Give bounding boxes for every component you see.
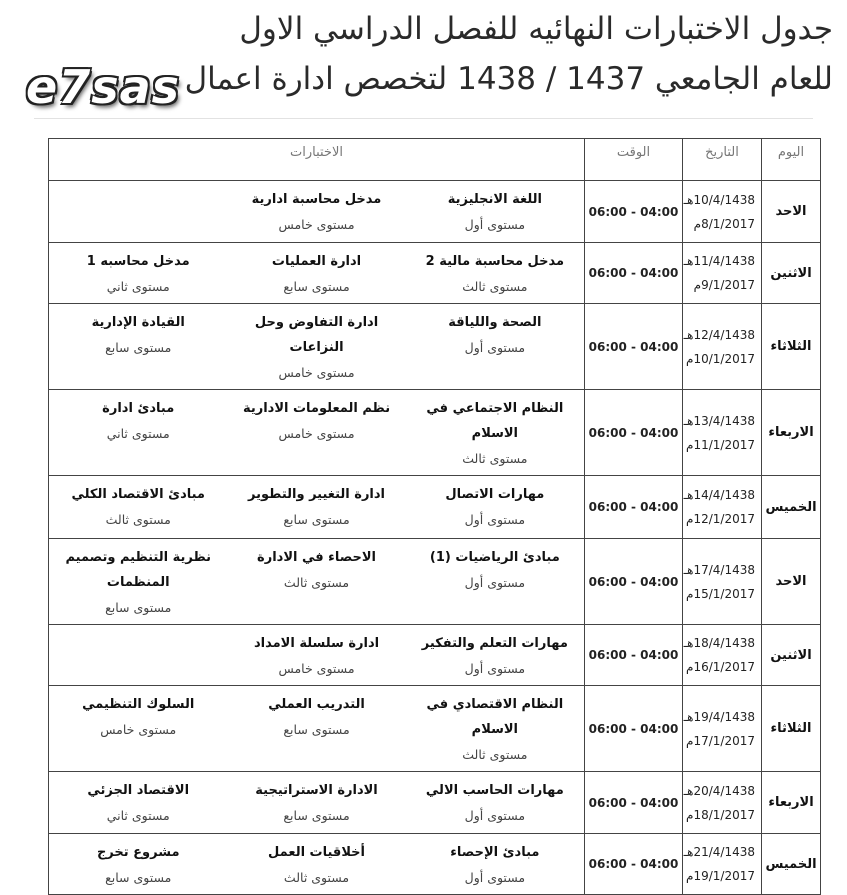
exam-name: مبادئ الاقتصاد الكلي: [71, 487, 205, 502]
exam-item: [227, 692, 405, 767]
exams-cell: [49, 834, 585, 895]
exam-name: ادارة سلسلة الامداد: [253, 636, 380, 651]
exam-item: [406, 187, 584, 237]
date-cell: [683, 476, 762, 539]
exams-group: [49, 243, 584, 303]
exam-name: النظام الاقتصادي في الاسلام: [426, 697, 564, 737]
day-cell: الاحد: [762, 539, 821, 625]
table-header-row: [49, 139, 821, 181]
day-cell: الاحد: [762, 181, 821, 243]
time-cell: 06:00 - 04:00: [585, 476, 683, 539]
date-cell: [683, 834, 762, 895]
hijri-date: 17/4/1438هـ: [683, 562, 755, 577]
title-line-1: جدول الاختبارات النهائيه للفصل الدراسي الاول: [239, 11, 833, 47]
day-cell: الاربعاء: [762, 772, 821, 834]
date-cell: [683, 390, 762, 476]
table-row: [49, 539, 821, 625]
exam-item: [406, 840, 584, 890]
gregorian-date: 18/1/2017م: [686, 807, 755, 822]
exam-level: مستوى ثالث: [283, 575, 350, 590]
exams-group: [49, 772, 584, 832]
exam-name: القيادة الإدارية: [91, 315, 185, 330]
exam-level: مستوى أول: [464, 217, 526, 232]
exam-level: مستوى خامس: [278, 661, 355, 676]
exam-level: مستوى ثالث: [462, 279, 528, 294]
exam-item: [49, 482, 227, 532]
hijri-date: 19/4/1438هـ: [683, 709, 755, 724]
day-cell: الثلاثاء: [762, 304, 821, 390]
table-row: [49, 686, 821, 772]
table-row: [49, 243, 821, 304]
date-cell: [683, 243, 762, 304]
exam-name: مهارات التعلم والتفكير: [421, 636, 568, 651]
exam-name: النظام الاجتماعي في الاسلام: [426, 401, 564, 441]
exams-group: [49, 390, 584, 475]
gregorian-date: 9/1/2017م: [693, 278, 755, 292]
exam-name: السلوك التنظيمي: [82, 697, 195, 712]
gregorian-date: 16/1/2017م: [686, 660, 755, 674]
exam-item: [227, 249, 405, 299]
time-cell: 06:00 - 04:00: [585, 390, 683, 476]
exams-group: [49, 476, 584, 536]
time-cell: 06:00 - 04:00: [585, 539, 683, 625]
exams-group: [49, 539, 584, 624]
gregorian-date: 10/1/2017م: [686, 351, 755, 366]
gregorian-date: 8/1/2017م: [693, 216, 755, 231]
exam-level: مستوى ثاني: [106, 279, 170, 294]
exam-item: [227, 482, 405, 532]
exam-level: مستوى سابع: [283, 808, 350, 823]
header-date: التاريخ: [683, 139, 762, 181]
exams-group: [49, 686, 584, 771]
time-cell: 06:00 - 04:00: [585, 686, 683, 772]
time-cell: 06:00 - 04:00: [585, 625, 683, 686]
exam-item: [227, 545, 405, 620]
exam-item: [406, 545, 584, 620]
date-cell: [683, 686, 762, 772]
exam-item: [227, 310, 405, 385]
exams-cell: [49, 686, 585, 772]
exam-name: نظم المعلومات الادارية: [242, 401, 391, 416]
hijri-date: 13/4/1438هـ: [683, 413, 755, 428]
exam-name: ادارة التفاوض وحل النزاعات: [254, 315, 379, 355]
header-day: اليوم: [762, 139, 821, 181]
date-cell: [683, 772, 762, 834]
exams-group: [49, 181, 584, 241]
exam-level: مستوى أول: [464, 340, 526, 355]
header-exams: الاختبارات: [49, 139, 585, 181]
exam-item: [406, 631, 584, 681]
exam-name: مهارات الاتصال: [445, 487, 545, 502]
day-cell: الاثنين: [762, 625, 821, 686]
hijri-date: 12/4/1438هـ: [683, 327, 755, 342]
exams-cell: [49, 625, 585, 686]
table-row: [49, 390, 821, 476]
day-cell: الاثنين: [762, 243, 821, 304]
exam-level: مستوى سابع: [283, 722, 350, 737]
exam-item: [406, 249, 584, 299]
exam-item: [49, 631, 227, 681]
exam-name: التدريب العملي: [268, 697, 365, 712]
hijri-date: 11/4/1438هـ: [683, 254, 755, 268]
date-cell: [683, 539, 762, 625]
exam-name: مهارات الحاسب الالي: [425, 783, 564, 798]
day-cell: الاربعاء: [762, 390, 821, 476]
gregorian-date: 11/1/2017م: [686, 437, 755, 452]
day-cell: الخميس: [762, 834, 821, 895]
exams-cell: [49, 181, 585, 243]
exams-group: [49, 304, 584, 389]
exam-level: مستوى أول: [464, 512, 526, 527]
day-cell: الثلاثاء: [762, 686, 821, 772]
exams-cell: [49, 772, 585, 834]
exam-item: [49, 396, 227, 471]
exam-name: ادارة العمليات: [271, 254, 362, 269]
exam-name: اللغة الانجليزية: [447, 192, 542, 207]
exam-level: مستوى سابع: [105, 870, 172, 885]
exam-name: مبادئ الإحصاء: [450, 845, 540, 860]
exam-level: مستوى أول: [464, 808, 526, 823]
exam-item: [49, 778, 227, 828]
exam-item: [406, 692, 584, 767]
exam-name: ادارة التغيير والتطوير: [248, 487, 386, 502]
exam-item: [227, 778, 405, 828]
exam-level: مستوى أول: [464, 575, 526, 590]
exam-item: [49, 840, 227, 890]
exam-schedule-table: [48, 138, 821, 895]
exam-item: [49, 310, 227, 385]
exam-level: مستوى أول: [464, 661, 526, 676]
time-cell: 06:00 - 04:00: [585, 304, 683, 390]
exam-name: مدخل محاسبة ادارية: [251, 192, 382, 207]
exams-cell: [49, 304, 585, 390]
date-cell: [683, 625, 762, 686]
exam-item: [49, 545, 227, 620]
hijri-date: 18/4/1438هـ: [683, 636, 755, 650]
exams-cell: [49, 476, 585, 539]
exam-name: الادارة الاستراتيجية: [255, 783, 378, 798]
site-logo: e7sas: [26, 60, 181, 114]
table-row: [49, 772, 821, 834]
exam-level: مستوى سابع: [105, 340, 172, 355]
exam-level: مستوى خامس: [278, 426, 355, 441]
exam-level: مستوى ثالث: [462, 451, 528, 466]
exam-level: مستوى ثالث: [462, 747, 528, 762]
hijri-date: 10/4/1438هـ: [683, 192, 755, 207]
exam-name: الاحصاء في الادارة: [257, 550, 377, 565]
exams-group: [49, 625, 584, 685]
exam-item: [227, 631, 405, 681]
table-row: [49, 181, 821, 243]
exam-level: مستوى ثاني: [106, 426, 170, 441]
title-line-2: للعام الجامعي 1437 / 1438 لتخصص ادارة اعمال: [184, 61, 833, 97]
exam-name: مدخل محاسبه 1: [86, 254, 190, 269]
exam-item: [227, 187, 405, 237]
gregorian-date: 19/1/2017م: [686, 869, 755, 883]
title-divider: [34, 118, 813, 119]
exam-item: [49, 187, 227, 237]
exam-item: [227, 840, 405, 890]
page-title: [184, 4, 833, 104]
exam-name: مشروع تخرج: [96, 845, 180, 860]
table-row: [49, 476, 821, 539]
exams-cell: [49, 243, 585, 304]
exam-level: مستوى خامس: [100, 722, 177, 737]
exam-item: [406, 396, 584, 471]
exam-name: الصحة واللياقة: [448, 315, 542, 330]
exam-level: مستوى سابع: [283, 512, 350, 527]
exam-name: نظرية التنظيم وتصميم المنظمات: [65, 550, 211, 590]
table-row: [49, 625, 821, 686]
exams-cell: [49, 539, 585, 625]
exam-level: مستوى خامس: [278, 365, 355, 380]
hijri-date: 20/4/1438هـ: [683, 783, 755, 798]
exam-item: [406, 482, 584, 532]
exam-level: مستوى خامس: [278, 217, 355, 232]
exam-level: مستوى سابع: [283, 279, 350, 294]
time-cell: 06:00 - 04:00: [585, 243, 683, 304]
date-cell: [683, 304, 762, 390]
exam-level: مستوى سابع: [105, 600, 172, 615]
time-cell: 06:00 - 04:00: [585, 772, 683, 834]
time-cell: 06:00 - 04:00: [585, 834, 683, 895]
exam-item: [49, 249, 227, 299]
date-cell: [683, 181, 762, 243]
exam-level: مستوى أول: [464, 870, 526, 885]
table-row: [49, 834, 821, 895]
exam-name: مبادئ الرياضيات (1): [429, 550, 560, 565]
exam-level: مستوى ثاني: [106, 808, 170, 823]
day-cell: الخميس: [762, 476, 821, 539]
header-time: الوقت: [585, 139, 683, 181]
gregorian-date: 12/1/2017م: [686, 512, 755, 526]
exam-item: [406, 310, 584, 385]
exam-name: الاقتصاد الجزئي: [87, 783, 190, 798]
exam-item: [406, 778, 584, 828]
exam-name: مدخل محاسبة مالية 2: [425, 254, 565, 269]
exam-name: مبادئ ادارة: [102, 401, 175, 416]
exam-level: مستوى ثالث: [283, 870, 350, 885]
gregorian-date: 15/1/2017م: [686, 586, 755, 601]
exams-cell: [49, 390, 585, 476]
exam-item: [49, 692, 227, 767]
hijri-date: 21/4/1438هـ: [683, 845, 755, 859]
exams-group: [49, 834, 584, 894]
exam-name: أخلاقيات العمل: [268, 845, 366, 860]
exam-level: مستوى ثالث: [105, 512, 171, 527]
gregorian-date: 17/1/2017م: [686, 733, 755, 748]
time-cell: 06:00 - 04:00: [585, 181, 683, 243]
table-row: [49, 304, 821, 390]
exam-item: [227, 396, 405, 471]
hijri-date: 14/4/1438هـ: [683, 488, 755, 502]
